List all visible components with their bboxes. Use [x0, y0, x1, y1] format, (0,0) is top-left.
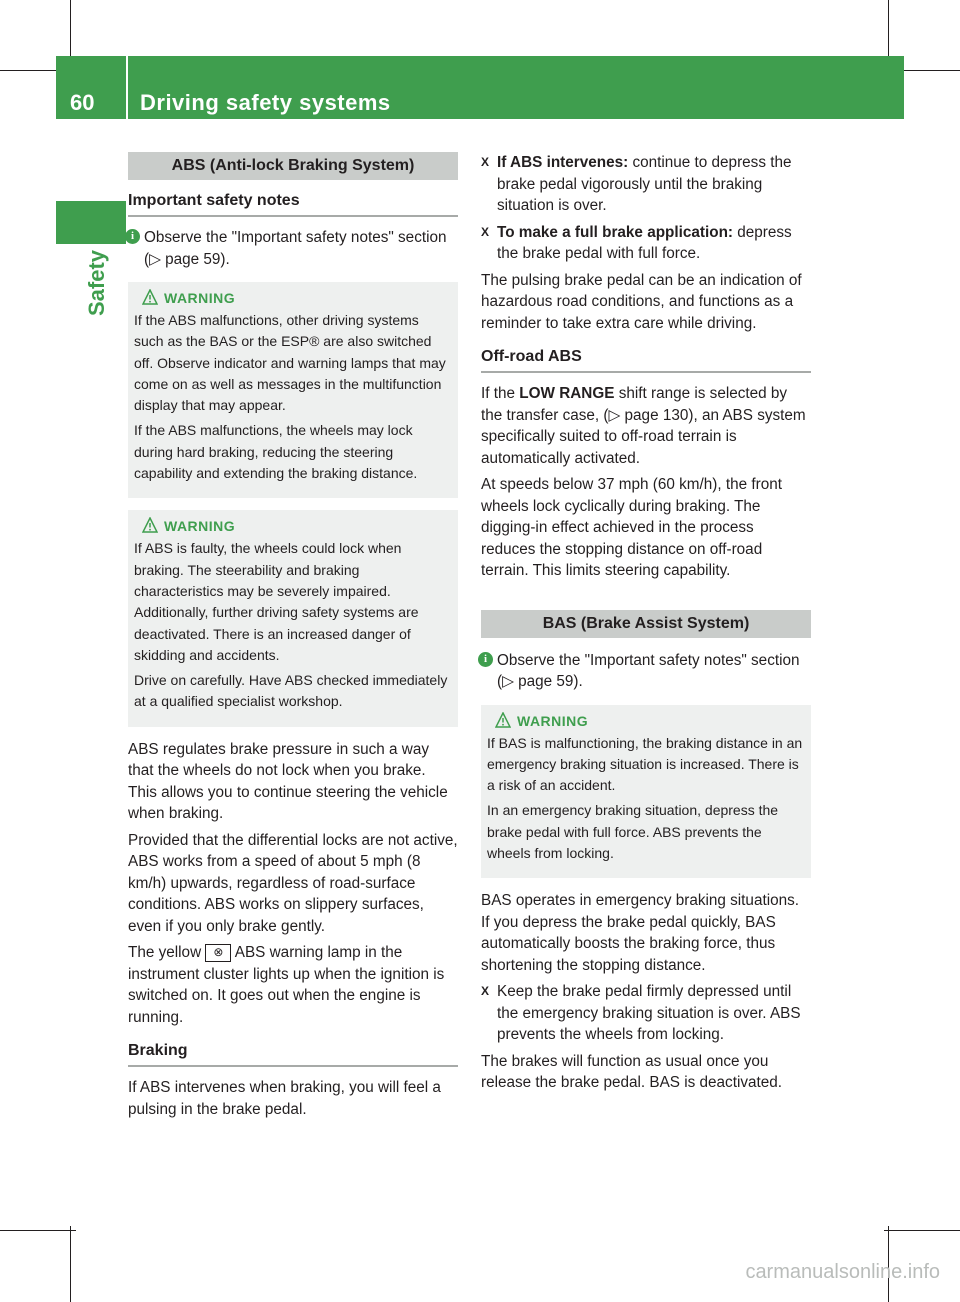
warning-box: [128, 282, 458, 498]
watermark: carmanualsonline.info: [745, 1261, 940, 1283]
body-text: The brakes will function as usual once you release the brake pedal. BAS is deactivated.: [481, 1052, 783, 1092]
left-column: [128, 152, 458, 1125]
warning-text: If the ABS malfunctions, the wheels may lock during hard braking, reducing the steering capability and extending the braking distance.: [134, 422, 418, 482]
body-text: ABS regulates brake pressure in such a way that the wheels do not lock when you brake. This allows you to continue steering the vehicle when braking.: [128, 740, 448, 823]
page-number: 60: [70, 90, 95, 115]
warning-text: If ABS is faulty, the wheels could lock when braking. The steerability and braking characteristics may be severely impaired. Additionally, further driving safety systems are deactivated. There is an increased danger of skidding and accidents.: [134, 540, 419, 663]
warning-box: [481, 705, 811, 879]
body-text: The yellow ⊗ ABS warning lamp in the instrument cluster lights up when the ignition is switched on. It goes out when the engine is running.: [128, 944, 445, 1026]
body-text: BAS operates in emergency braking situations. If you depress the brake pedal quickly, BAS automatically boosts the braking force, thus shortening the stopping distance.: [481, 892, 800, 974]
braking-heading: Braking: [128, 1042, 458, 1067]
crop-mark: [884, 1230, 960, 1231]
info-text: Observe the "Important safety notes" section (▷ page 59).: [497, 651, 800, 690]
page-title: Driving safety systems: [140, 90, 391, 115]
body-text: At speeds below 37 mph (60 km/h), the front wheels lock cyclically during braking. The digging-in effect achieved in the process reduces the stopping distance on off-road terrain. This limits steering capability.: [481, 476, 782, 579]
side-tab: [56, 201, 126, 244]
step-arrow-icon: X: [481, 984, 490, 999]
warning-text: If the ABS malfunctions, other driving systems such as the BAS or the ESP® are also switched off. Observe indicator and warning lamps that may come on as well as messages in the multifunction display that may appear.: [134, 312, 446, 414]
info-icon: i: [125, 229, 140, 244]
header-divider: [126, 56, 128, 119]
warning-triangle-icon: [142, 517, 158, 533]
info-text: Observe the "Important safety notes" section (▷ page 59).: [144, 229, 447, 268]
warning-text: If BAS is malfunctioning, the braking distance in an emergency braking situation is increased. There is a risk of an accident.: [487, 734, 803, 794]
side-tab-label: Safety: [84, 249, 109, 316]
step-item: X To make a full brake application: depress the brake pedal with full force.: [481, 223, 792, 262]
body-text: If the LOW RANGE shift range is selected by the transfer case, (▷ page 130), an ABS system specifically suited to off-road terrain is automatically activated.: [481, 385, 806, 467]
step-item: X Keep the brake pedal firmly depressed until the emergency braking situation is over. ABS prevents the wheels from locking.: [481, 983, 801, 1044]
warning-triangle-icon: [495, 712, 511, 728]
step-arrow-icon: X: [481, 224, 490, 239]
safety-notes-heading: Important safety notes: [128, 192, 458, 217]
info-note: [128, 227, 458, 270]
warning-text: In an emergency braking situation, depress the brake pedal with full force. ABS prevents the wheels from locking.: [487, 802, 779, 861]
warning-title: WARNING: [134, 518, 452, 534]
abs-warning-lamp-icon: ⊗: [205, 944, 231, 962]
info-icon: i: [478, 652, 493, 667]
section-title-bas: BAS (Brake Assist System): [481, 610, 811, 638]
step-arrow-icon: X: [481, 155, 490, 169]
info-note: [481, 650, 811, 693]
step-item: X If ABS intervenes: continue to depress the brake pedal vigorously until the braking situation is over.: [481, 154, 792, 214]
body-text: Provided that the differential locks are not active, ABS works from a speed of about 5 mph (8 km/h) upwards, regardless of road-surface conditions. ABS works on slippery surfaces, even if you only brake gently.: [128, 831, 458, 935]
crop-mark: [70, 1226, 71, 1302]
section-title-abs: ABS (Anti-lock Braking System): [128, 152, 458, 180]
crop-mark: [0, 1230, 76, 1231]
body-text: The pulsing brake pedal can be an indication of hazardous road conditions, and functions as a reminder to take extra care while driving.: [481, 271, 802, 332]
warning-text: Drive on carefully. Have ABS checked immediately at a qualified specialist workshop.: [134, 672, 448, 710]
warning-title: WARNING: [134, 290, 452, 306]
warning-box: [128, 510, 458, 726]
warning-title: WARNING: [487, 713, 805, 729]
body-text: If ABS intervenes when braking, you will feel a pulsing in the brake pedal.: [128, 1079, 441, 1118]
warning-triangle-icon: [142, 289, 158, 305]
right-column: [481, 152, 811, 1099]
offroad-heading: Off-road ABS: [481, 348, 811, 373]
